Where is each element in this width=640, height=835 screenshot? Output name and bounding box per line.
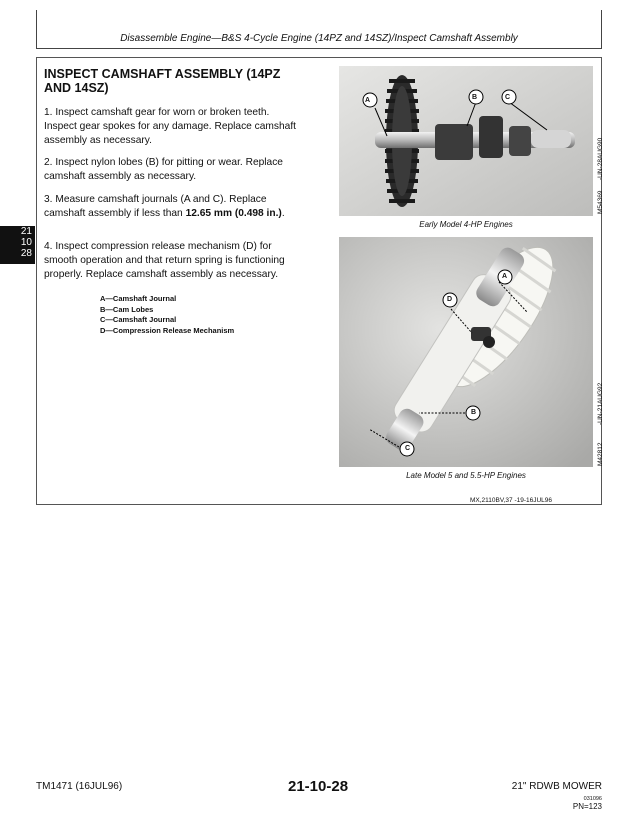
legend-item-c: C—Camshaft Journal <box>100 315 177 324</box>
fig1-callout-c: C <box>505 94 511 101</box>
footer-pn: PN=123 <box>572 802 602 811</box>
step-2-line-2: camshaft assembly as necessary. <box>44 171 197 182</box>
step-3-text: camshaft assembly if less than <box>44 208 186 219</box>
footer-product: 21" RDWB MOWER <box>511 781 602 792</box>
step-4-line-2: smooth operation and that return spring is functioning <box>44 255 285 266</box>
legend-item-d: D—Compression Release Mechanism <box>100 325 235 335</box>
header-rule-bottom <box>36 48 602 49</box>
camshaft-photo-early-model <box>339 66 593 216</box>
step-4-line-3: properly. Replace camshaft assembly as necessary. <box>44 269 279 280</box>
section-title-line-1: INSPECT CAMSHAFT ASSEMBLY (14PZ <box>44 67 281 81</box>
step-4 <box>44 240 329 282</box>
step-3-line-2 <box>44 207 329 221</box>
step-1-line-3: assembly as necessary. <box>44 135 152 146</box>
legend-item-a: A—Camshaft Journal <box>100 294 177 303</box>
step-1 <box>44 106 329 148</box>
figure1-code: -UN-28AUG90 <box>597 137 604 180</box>
legend-item-b: B—Cam Lobes <box>100 304 154 314</box>
fig2-callout-c: C <box>405 445 411 452</box>
step-2 <box>44 156 329 184</box>
callout-legend <box>100 294 234 336</box>
camshaft-photo-late-model <box>339 237 593 467</box>
step-3-period: . <box>281 208 285 219</box>
section-tab <box>0 226 35 264</box>
figure1-caption: Early Model 4-HP Engines <box>419 220 513 229</box>
fig2-callout-b: B <box>471 409 477 416</box>
fig1-callout-a: A <box>365 97 371 104</box>
figure2-caption: Late Model 5 and 5.5-HP Engines <box>406 471 526 480</box>
step-3-spec-value: 12.65 mm (0.498 in.) <box>185 208 282 219</box>
step-3-line-1: 3. Measure camshaft journals (A and C). Replace <box>44 194 267 205</box>
figure1-id: M54369 <box>597 190 604 214</box>
page-number: 21-10-28 <box>288 778 349 795</box>
step-1-line-1: 1. Inspect camshaft gear for worn or broken teeth. <box>44 107 270 118</box>
figure2-id: M42812 <box>597 442 604 466</box>
step-2-line-1: 2. Inspect nylon lobes (B) for pitting or wear. Replace <box>44 157 283 168</box>
step-4-line-1: 4. Inspect compression release mechanism (D) for <box>44 241 272 252</box>
figure2-code: -UN-21AUG92 <box>597 382 604 425</box>
section-title <box>44 67 324 95</box>
reference-code: MX,2110BV,37 -19-16JUL96 <box>470 497 553 504</box>
fig1-callout-b: B <box>472 94 478 101</box>
step-3 <box>44 193 329 221</box>
fig2-callout-a: A <box>502 273 508 280</box>
footer-date: 031096 <box>583 796 602 802</box>
section-title-line-2: AND 14SZ) <box>44 81 109 95</box>
tab-line-1: 21 <box>20 226 32 237</box>
tab-line-2: 10 <box>20 237 32 248</box>
tab-line-3: 28 <box>20 248 32 259</box>
step-1-line-2: Inspect gear spokes for any damage. Replace camshaft <box>44 121 296 132</box>
fig2-callout-d: D <box>447 296 453 303</box>
page-header-title: Disassemble Engine—B&S 4-Cycle Engine (14PZ and 14SZ)/Inspect Camshaft Assembly <box>120 33 518 44</box>
footer-manual-id: TM1471 (16JUL96) <box>36 781 123 792</box>
